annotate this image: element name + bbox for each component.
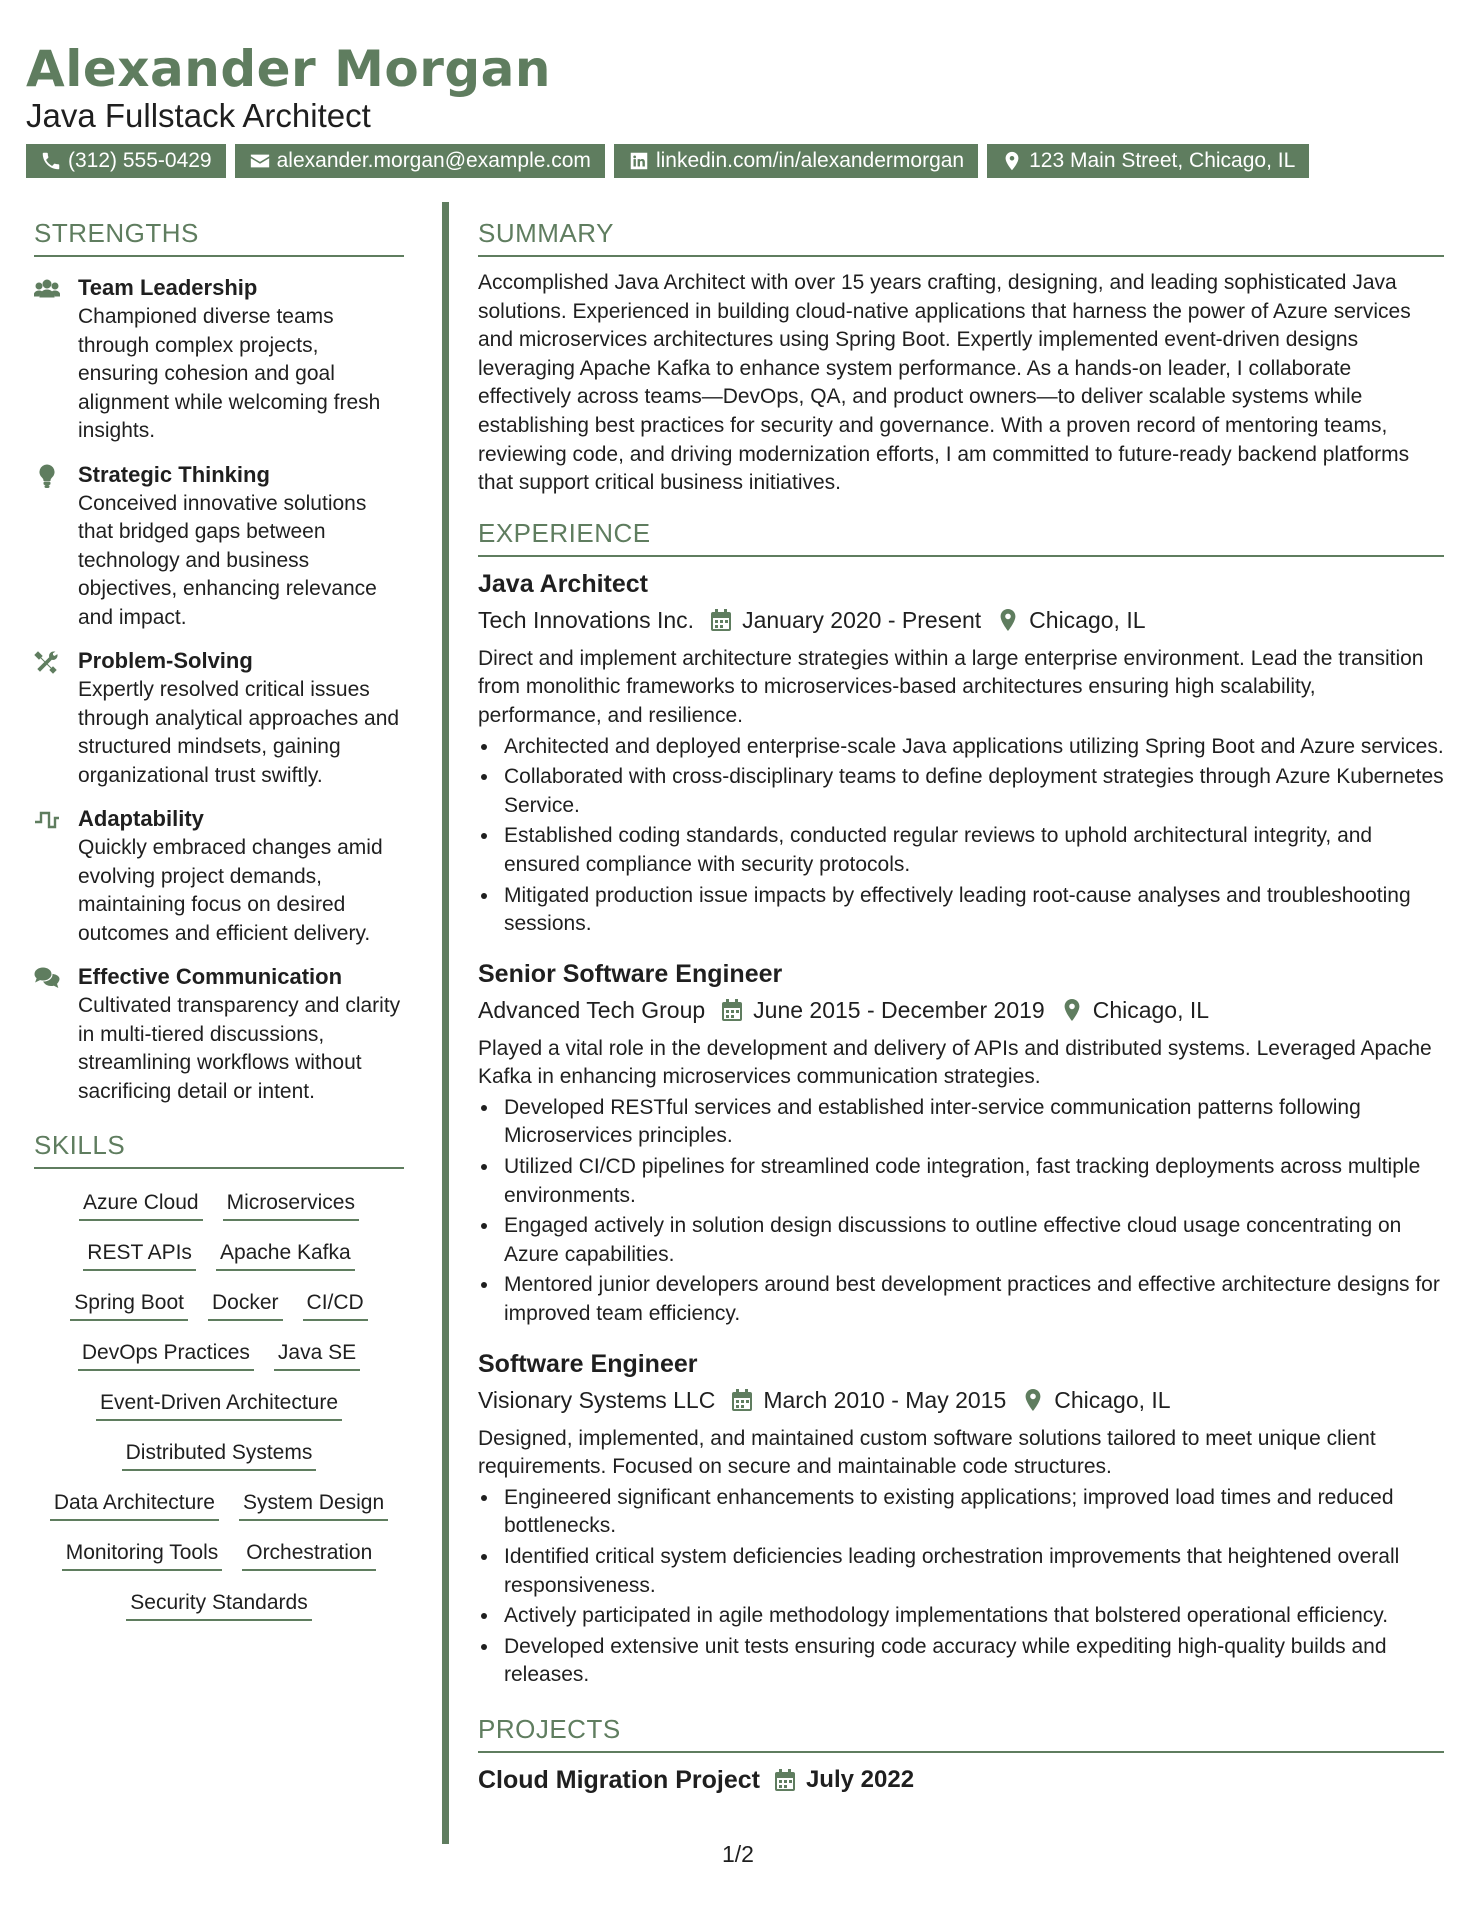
skill-tag: CI/CD [303,1289,368,1321]
tools-icon [34,650,60,674]
skill-tag: Azure Cloud [79,1189,203,1221]
map-pin-icon [1022,1388,1044,1412]
map-pin-icon [1001,150,1023,172]
project-title: Cloud Migration Project [478,1765,760,1794]
skill-tag: Data Architecture [50,1489,219,1521]
job-description: Designed, implemented, and maintained custom software solutions tailored to meet unique client requirements. Focused on secure and maintainable code structures. [478,1426,1376,1479]
job-bullet: • Engineered significant enhancements to existing applications; improved load times and reduced bottlenecks. [500,1484,1444,1541]
strength-desc: Cultivated transparency and clarity in multi-tiered discussions, streamlining workflows without sacrificing detail or intent. [78,994,401,1103]
envelope-icon [249,150,271,172]
job-bullet: • Actively participated in agile methodology implementations that bolstered operational efficiency. [500,1602,1444,1631]
skill-tag: Spring Boot [70,1289,188,1321]
job-location: Chicago, IL [1029,606,1146,633]
job-bullet: • Architected and deployed enterprise-scale Java applications utilizing Spring Boot and Azure services. [500,733,1444,762]
experience-heading: EXPERIENCE [478,518,1444,557]
contact-bar [26,144,1309,178]
project-entry [478,1763,1444,1797]
linkedin-icon [628,150,650,172]
job-meta [478,993,1444,1027]
job-dates: March 2010 - May 2015 [763,1386,1007,1413]
summary-text: Accomplished Java Architect with over 15 years crafting, designing, and leading sophisticated Java solutions. Experienced in building cloud-native applications that harness the power of Azure services and microservices architectures using Spring Boot. Expertly implemented event-driven designs leveraging Apache Kafka to enhance system performance. As a hands-on leader, I collaborate effectively across teams—DevOps, QA, and product owners—to deliver scalable systems while establishing best practices for security and governance. With a proven record of mentoring teams, reviewing code, and driving modernization efforts, I am committed to future-ready backend platforms that support critical business initiatives. [478,271,1411,495]
skill-tag: Monitoring Tools [62,1539,223,1571]
calendar-icon [710,608,732,632]
phone-icon [40,150,62,172]
candidate-name: Alexander Morgan [26,40,551,98]
job-meta [478,1383,1444,1417]
job-entry [478,957,1444,1329]
strength-desc: Championed diverse teams through complex projects, ensuring cohesion and goal alignment while welcoming fresh insights. [78,305,381,442]
job-bullet: • Engaged actively in solution design discussions to outline effective cloud usage concentrating on Azure capabilities. [500,1212,1444,1269]
strength-item [34,804,404,948]
contact-address-text: 123 Main Street, Chicago, IL [1029,149,1296,172]
skill-tag: Security Standards [126,1589,311,1621]
job-location: Chicago, IL [1054,1386,1171,1413]
job-dates: June 2015 - December 2019 [753,996,1045,1023]
skill-tag: DevOps Practices [78,1339,254,1371]
right-column [478,218,1444,1797]
job-title: Software Engineer [478,1349,698,1378]
job-bullet: • Mitigated production issue impacts by effectively leading root-cause analyses and troubleshooting sessions. [500,882,1444,939]
strength-title: Adaptability [78,806,204,831]
skill-tag: Java SE [274,1339,360,1371]
job-company: Visionary Systems LLC [478,1386,716,1413]
strength-title: Problem-Solving [78,648,253,673]
strength-desc: Conceived innovative solutions that bridged gaps between technology and business objectives, enhancing relevance and impact. [78,491,377,629]
job-bullets [478,1484,1444,1690]
skill-tag: Orchestration [242,1539,376,1571]
experience-section [478,518,1444,1690]
strength-desc: Quickly embraced changes amid evolving project demands, maintaining focus on desired outcomes and efficient delivery. [78,836,383,945]
job-bullet: • Established coding standards, conducted regular reviews to uphold architectural integrity, and ensured compliance with security protocols. [500,822,1444,879]
projects-heading: PROJECTS [478,1714,1444,1753]
skill-tag: Docker [208,1289,283,1321]
job-company: Advanced Tech Group [478,996,706,1023]
map-pin-icon [1061,998,1083,1022]
calendar-icon [721,998,743,1022]
strength-desc: Expertly resolved critical issues through analytical approaches and structured mindsets, gaining organizational trust swiftly. [78,678,400,787]
job-bullets [478,1094,1444,1329]
project-date: July 2022 [805,1765,915,1793]
skill-tag: Distributed Systems [122,1439,317,1471]
job-bullet: • Collaborated with cross-disciplinary teams to define deployment strategies through Azure Kubernetes Service. [500,763,1444,820]
left-column [34,218,404,1621]
users-icon [34,277,60,301]
strengths-list [34,257,404,1106]
summary-heading: SUMMARY [478,218,1444,257]
contact-email[interactable] [235,144,605,178]
lightbulb-icon [34,464,60,488]
job-dates: January 2020 - Present [742,606,982,633]
page-number: 1/2 [722,1841,754,1867]
job-location: Chicago, IL [1092,996,1210,1023]
job-bullets [478,733,1444,939]
calendar-icon [774,1768,796,1792]
strength-title: Effective Communication [78,964,343,989]
map-pin-icon [997,608,1019,632]
skill-tag: System Design [239,1489,388,1521]
contact-address[interactable] [987,144,1309,178]
strength-item [34,460,404,633]
candidate-role: Java Fullstack Architect [26,97,371,134]
column-divider [442,202,449,1844]
job-entry [478,1347,1444,1690]
job-bullet: • Developed RESTful services and established inter-service communication patterns following Microservices principles. [500,1094,1444,1151]
contact-linkedin-text: linkedin.com/in/alexandermorgan [655,149,965,172]
job-bullet: • Utilized CI/CD pipelines for streamlined code integration, fast tracking deployments across multiple environments. [500,1153,1444,1210]
skill-tag: Event-Driven Architecture [96,1389,342,1421]
skill-tag: Apache Kafka [216,1239,355,1271]
wave-square-icon [34,808,60,832]
job-title: Senior Software Engineer [478,959,783,988]
calendar-icon [731,1388,753,1412]
job-company: Tech Innovations Inc. [478,606,695,633]
job-bullet: • Identified critical system deficiencies leading orchestration improvements that heightened overall responsiveness. [500,1543,1444,1600]
strength-item [34,962,404,1106]
strengths-heading: STRENGTHS [34,218,404,257]
job-description: Played a vital role in the development and delivery of APIs and distributed systems. Leveraged Apache Kafka in enhancing microservices communication strategies. [478,1036,1432,1089]
skills-section [34,1130,404,1621]
projects-section [478,1714,1444,1797]
strength-title: Team Leadership [78,275,258,300]
job-bullet: • Developed extensive unit tests ensuring code accuracy while expediting high-quality builds and releases. [500,1633,1444,1690]
strength-title: Strategic Thinking [78,461,270,487]
skills-heading: SKILLS [34,1130,404,1169]
skill-tag: Microservices [223,1189,359,1221]
job-bullet: • Mentored junior developers around best development practices and effective architecture designs for improved team efficiency. [500,1271,1444,1328]
job-title: Java Architect [478,569,648,598]
contact-phone-text: (312) 555-0429 [68,149,212,172]
job-entry [478,567,1444,939]
skills-list [34,1169,404,1621]
strength-item [34,273,404,446]
contact-phone[interactable] [26,144,226,178]
job-description: Direct and implement architecture strategies within a large enterprise environment. Lead the transition from monolithic frameworks to microservices-based architectures ensuring high scalability, performance, and resilience. [478,646,1424,727]
job-meta [478,603,1444,637]
comments-icon [34,966,60,990]
contact-email-text: alexander.morgan@example.com [276,149,591,172]
contact-linkedin[interactable] [614,144,978,178]
skill-tag: REST APIs [83,1239,196,1271]
strength-item [34,646,404,790]
